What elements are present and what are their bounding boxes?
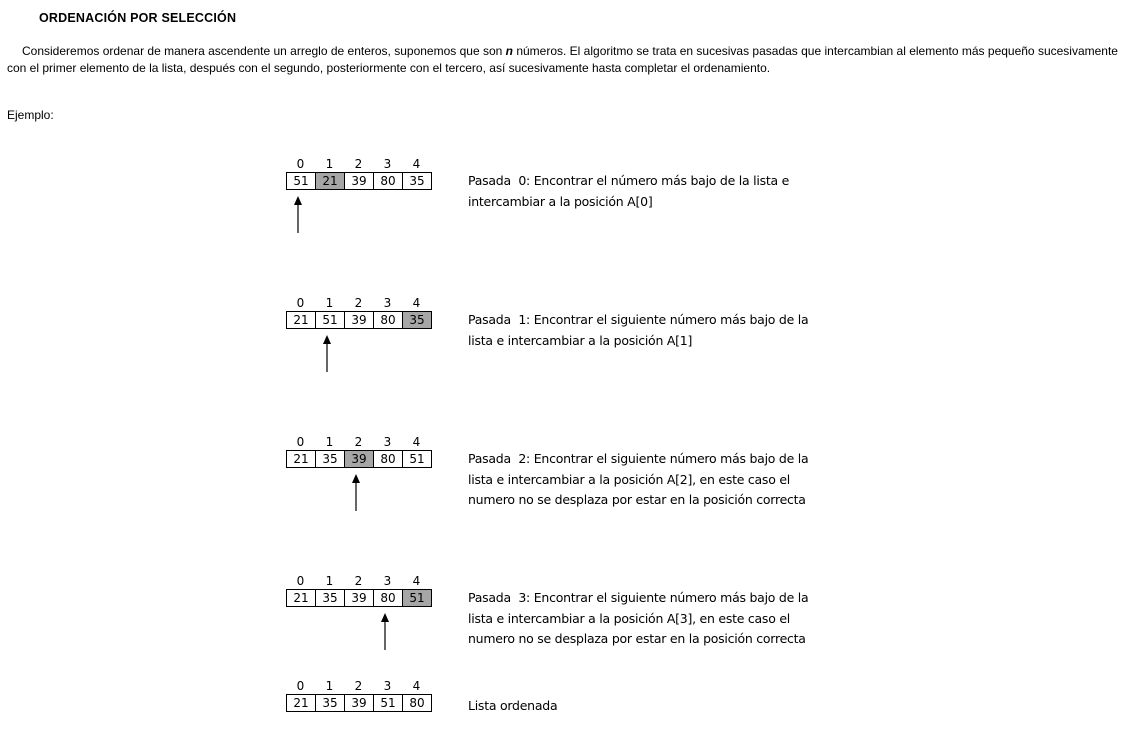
array-row xyxy=(286,694,432,712)
array-cell: 39 xyxy=(345,311,374,329)
index-label: 4 xyxy=(412,157,421,171)
desc-line-2: lista e intercambiar a la posición A[3], en este caso el xyxy=(468,610,790,626)
index-label: 2 xyxy=(354,435,363,449)
array-cell: 21 xyxy=(316,172,345,190)
pass-3-description xyxy=(468,588,828,650)
index-label: 2 xyxy=(354,679,363,693)
desc-line-2: intercambiar a la posición A[0] xyxy=(468,193,653,209)
array-cell: 35 xyxy=(316,694,345,712)
array-cell: 35 xyxy=(403,311,432,329)
desc-line-2: lista e intercambiar a la posición A[1] xyxy=(468,332,693,348)
array-cell: 35 xyxy=(316,450,345,468)
sorted-description xyxy=(468,696,828,717)
array-cell: 35 xyxy=(403,172,432,190)
index-label: 3 xyxy=(383,574,392,588)
index-label: 4 xyxy=(412,435,421,449)
array-cell: 51 xyxy=(316,311,345,329)
index-label: 2 xyxy=(354,157,363,171)
intro-n: n xyxy=(505,44,513,58)
array-cell: 21 xyxy=(287,589,316,607)
index-row xyxy=(286,435,432,450)
pass-1-description xyxy=(468,310,828,351)
array-cell: 39 xyxy=(345,589,374,607)
index-label: 3 xyxy=(383,435,392,449)
intro-paragraph xyxy=(7,43,1122,77)
index-label: 1 xyxy=(325,679,334,693)
desc-line-1: Encontrar el número más bajo de la lista e xyxy=(533,173,790,188)
array-cell: 80 xyxy=(374,450,403,468)
pass-2-description xyxy=(468,449,828,511)
index-label: 4 xyxy=(412,296,421,310)
pass-label: Pasada 3: xyxy=(468,590,531,605)
array-cell: 39 xyxy=(345,694,374,712)
array-cell: 51 xyxy=(374,694,403,712)
pass-0-array xyxy=(286,157,432,190)
index-label: 2 xyxy=(354,574,363,588)
desc-line-1: Encontrar el siguiente número más bajo de la xyxy=(533,590,809,605)
array-cell: 51 xyxy=(287,172,316,190)
index-label: 0 xyxy=(296,435,305,449)
array-cell: 51 xyxy=(403,450,432,468)
index-label: 4 xyxy=(412,574,421,588)
pass-label: Pasada 0: xyxy=(468,173,531,188)
array-cell: 21 xyxy=(287,311,316,329)
array-cell: 51 xyxy=(403,589,432,607)
pass-0-description xyxy=(468,171,828,212)
index-label: 3 xyxy=(383,296,392,310)
desc-line-3: numero no se desplaza por estar en la posición correcta xyxy=(468,492,806,507)
intro-text-2: números. El algoritmo se trata en sucesivas pasadas que intercambian al elemento más pequeño sucesivamente con el primer elemento de la lista, después con el segundo, posteriormente con el tercero, así sucesivamente hasta completar el ordenamiento. xyxy=(7,44,1118,75)
array-cell: 80 xyxy=(374,172,403,190)
index-row xyxy=(286,679,432,694)
index-label: 1 xyxy=(325,157,334,171)
array-cell: 35 xyxy=(316,589,345,607)
array-cell: 21 xyxy=(287,694,316,712)
index-row xyxy=(286,157,432,172)
desc-line-2: lista e intercambiar a la posición A[2], en este caso el xyxy=(468,471,790,487)
pass-1-array xyxy=(286,296,432,329)
array-cell: 80 xyxy=(374,589,403,607)
index-label: 4 xyxy=(412,679,421,693)
array-cell: 39 xyxy=(345,450,374,468)
index-label: 0 xyxy=(296,574,305,588)
array-cell: 21 xyxy=(287,450,316,468)
pointer-arrow-icon xyxy=(385,613,386,649)
pass-2-array xyxy=(286,435,432,468)
array-row xyxy=(286,589,432,607)
index-label: 3 xyxy=(383,679,392,693)
index-label: 2 xyxy=(354,296,363,310)
array-row xyxy=(286,450,432,468)
index-label: 0 xyxy=(296,157,305,171)
index-label: 1 xyxy=(325,435,334,449)
array-cell: 80 xyxy=(403,694,432,712)
array-row xyxy=(286,311,432,329)
array-row xyxy=(286,172,432,190)
intro-text-1: Consideremos ordenar de manera ascendente un arreglo de enteros, suponemos que son xyxy=(22,44,506,58)
pass-label: Pasada 2: xyxy=(468,451,531,466)
index-row xyxy=(286,574,432,589)
pass-3-array xyxy=(286,574,432,607)
pointer-arrow-icon xyxy=(356,474,357,510)
index-row xyxy=(286,296,432,311)
page-title: ORDENACIÓN POR SELECCIÓN xyxy=(39,11,237,25)
array-cell: 80 xyxy=(374,311,403,329)
index-label: 0 xyxy=(296,679,305,693)
pointer-arrow-icon xyxy=(327,335,328,371)
index-label: 0 xyxy=(296,296,305,310)
desc-line-1: Encontrar el siguiente número más bajo de la xyxy=(533,312,809,327)
index-label: 1 xyxy=(325,574,334,588)
pointer-arrow-icon xyxy=(298,196,299,232)
array-cell: 39 xyxy=(345,172,374,190)
desc-line-1: Encontrar el siguiente número más bajo de la xyxy=(533,451,809,466)
index-label: 3 xyxy=(383,157,392,171)
sorted-array xyxy=(286,679,432,712)
index-label: 1 xyxy=(325,296,334,310)
example-label: Ejemplo: xyxy=(7,108,54,122)
desc-line-1: Lista ordenada xyxy=(468,698,558,713)
desc-line-3: numero no se desplaza por estar en la posición correcta xyxy=(468,631,806,646)
pass-label: Pasada 1: xyxy=(468,312,531,327)
